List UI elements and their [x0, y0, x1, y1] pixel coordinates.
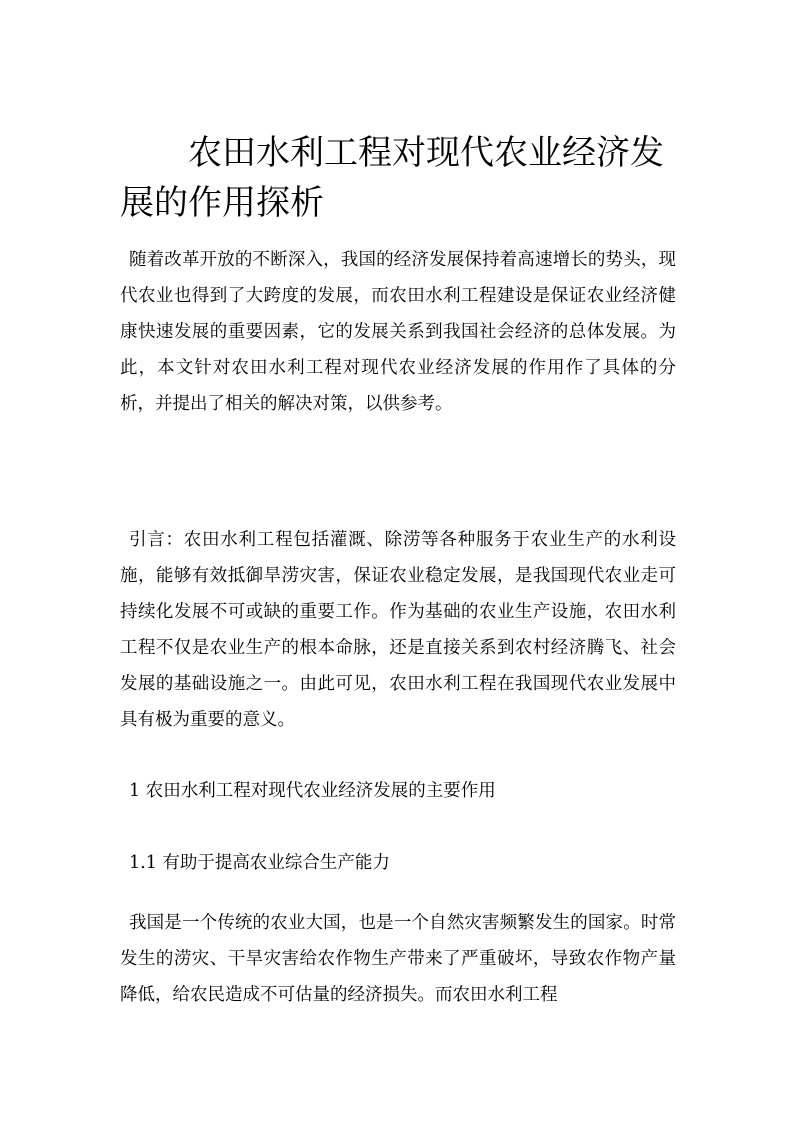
introduction-paragraph: 引言：农田水利工程包括灌溉、除涝等各种服务于农业生产的水利设施，能够有效抵御旱涝灾害，保证农业稳定发展，是我国现代农业走可持续化发展不可或缺的重要工作。作为基础的农业生产设施，农田水利工程不仅是农业生产的根本命脉，还是直接关系到农村经济腾飞、社会发展的基础设施之一。由此可见，农田水利工程在我国现代农业发展中具有极为重要的意义。	[120, 530, 676, 730]
section-1-1-heading: 1.1 有助于提高农业综合生产能力	[129, 853, 390, 873]
abstract-paragraph: 随着改革开放的不断深入，我国的经济发展保持着高速增长的势头，现代农业也得到了大跨度的发展，而农田水利工程建设是保证农业经济健康快速发展的重要因素，它的发展关系到我国社会经济的总体发展。为此，本文针对农田水利工程对现代农业经济发展的作用作了具体的分析，并提出了相关的解决对策，以供参考。	[120, 250, 676, 414]
section-1-heading: 1 农田水利工程对现代农业经济发展的主要作用	[129, 781, 496, 801]
document-title: 农田水利工程对现代农业经济发展的作用探析	[120, 133, 664, 223]
section-1-1-paragraph: 我国是一个传统的农业大国，也是一个自然灾害频繁发生的国家。时常发生的涝灾、干旱灾害给农作物生产带来了严重破坏，导致农作物产量降低，给农民造成不可估量的经济损失。而农田水利工程	[120, 913, 676, 1005]
